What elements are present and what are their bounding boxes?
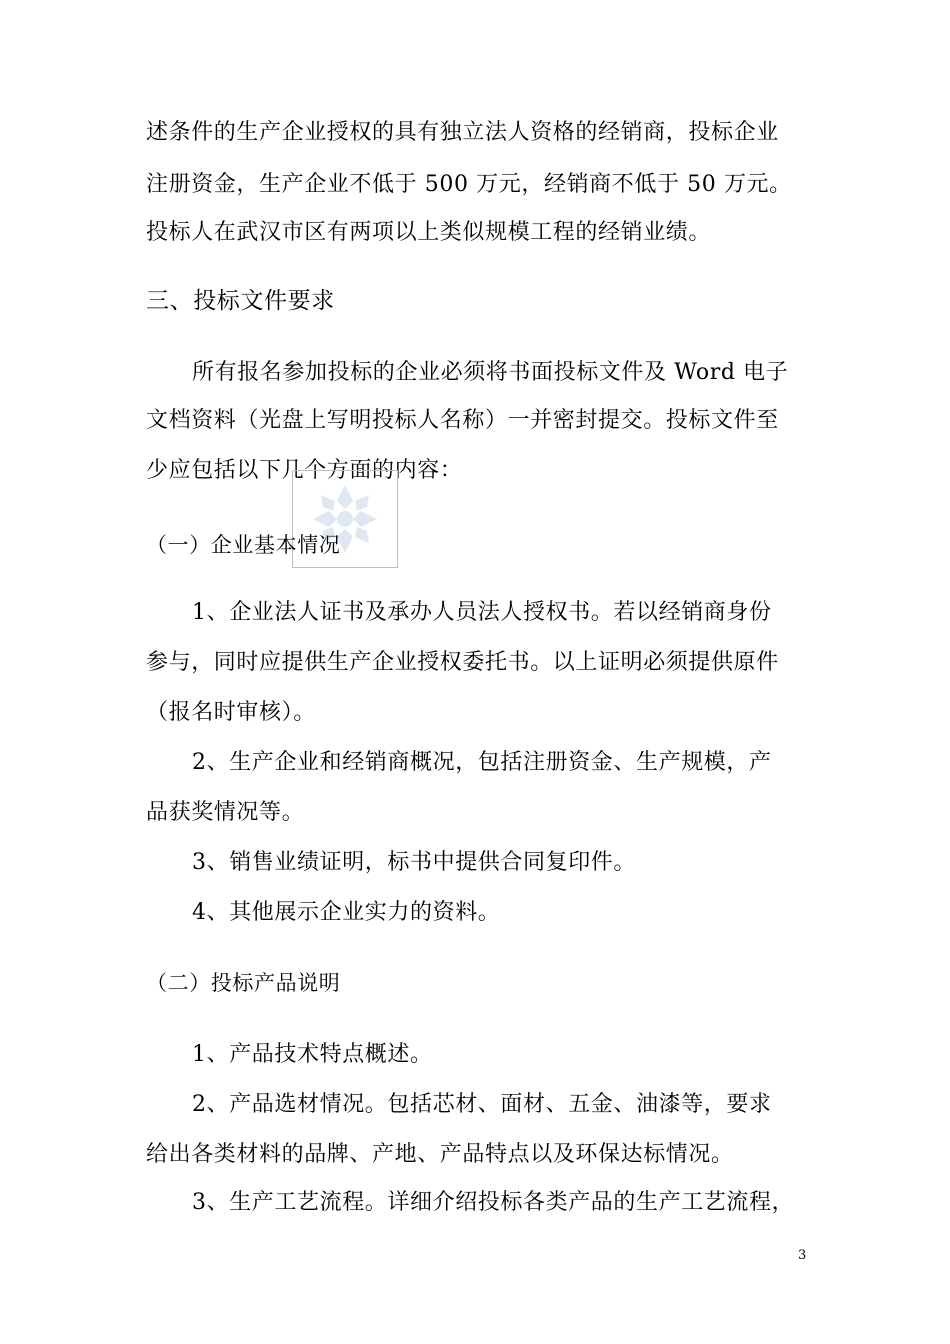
subsection-heading: （二）投标产品说明 [146, 971, 341, 995]
body-line: 2、生产企业和经销商概况，包括注册资金、生产规模，产 [192, 750, 772, 775]
body-line: （报名时审核）。 [146, 700, 316, 725]
body-line: 参与，同时应提供生产企业授权委托书。以上证明必须提供原件 [146, 650, 779, 675]
section-heading: 三、投标文件要求 [146, 288, 335, 314]
body-line: 品获奖情况等。 [146, 800, 305, 825]
body-line: 3、销售业绩证明，标书中提供合同复印件。 [192, 850, 636, 875]
body-line: 投标人在武汉市区有两项以上类似规模工程的经销业绩。 [146, 220, 712, 245]
body-line: 1、企业法人证书及承办人员法人授权书。若以经销商身份 [192, 600, 772, 625]
subsection-heading: （一）企业基本情况 [146, 533, 341, 557]
body-line: 2、产品选材情况。包括芯材、面材、五金、油漆等，要求 [192, 1092, 772, 1117]
body-line: 述条件的生产企业授权的具有独立法人资格的经销商，投标企业 [146, 120, 779, 145]
body-line: 所有报名参加投标的企业必须将书面投标文件及 Word 电子 [192, 360, 789, 385]
body-line: 注册资金，生产企业不低于 500 万元，经销商不低于 50 万元。 [146, 172, 792, 197]
body-line: 文档资料（光盘上写明投标人名称）一并密封提交。投标文件至 [146, 408, 779, 433]
page-number: 3 [798, 1248, 807, 1263]
body-line: 给出各类材料的品牌、产地、产品特点以及环保达标情况。 [146, 1142, 734, 1167]
body-line: 1、产品技术特点概述。 [192, 1042, 433, 1067]
body-line: 3、生产工艺流程。详细介绍投标各类产品的生产工艺流程， [192, 1190, 795, 1215]
body-line: 4、其他展示企业实力的资料。 [192, 900, 501, 925]
body-line: 少应包括以下几个方面的内容： [146, 458, 463, 483]
